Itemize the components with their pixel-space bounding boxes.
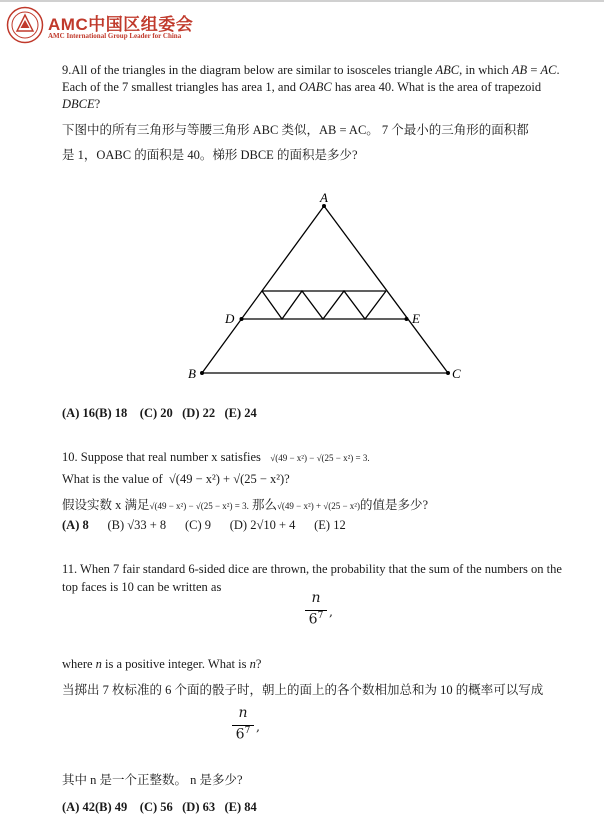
- label-a: A: [320, 190, 328, 205]
- q9-choice-b[interactable]: (B) 18: [94, 406, 128, 420]
- q10-choice-e[interactable]: (E) 12: [314, 518, 346, 532]
- q9-english: 9.All of the triangles in the diagram below are similar to isosceles triangle ABC, in which AB = AC. Each of the 7 smallest triangles has area 1, and OABC has area 40. What is the area of trapezoid DBCE?: [62, 63, 560, 111]
- q10-choices: [62, 518, 346, 533]
- logo-title: AMC中国区组委会: [48, 15, 194, 34]
- side-ab: [202, 206, 324, 373]
- q11-english-line3: where n is a positive integer. What is n?: [62, 657, 262, 671]
- q11-chinese-line2: 其中 n 是一个正整数。 n 是多少?: [62, 773, 243, 787]
- q10-english-line1: 10. Suppose that real number x satisfies √(49 − x²) − √(25 − x²) = 3.: [62, 450, 370, 464]
- q9-choices: [62, 406, 257, 421]
- logo-subtitle: AMC International Group Leader for China: [48, 32, 182, 40]
- q11-choice-b[interactable]: (B) 49: [94, 800, 128, 814]
- q9-chinese-line2: 是 1，OABC 的面积是 40。梯形 DBCE 的面积是多少?: [62, 148, 358, 162]
- q9-choice-a[interactable]: (A) 16: [62, 406, 95, 420]
- q11-english-line2: top faces is 10 can be written as: [62, 580, 222, 594]
- q10-expression: √(49 − x²) + √(25 − x²)?: [168, 472, 290, 486]
- q10-choice-d[interactable]: (D) 2√10 + 4: [229, 518, 296, 532]
- q9-choice-d[interactable]: (D) 22: [182, 406, 216, 420]
- q11-fraction-2: n $6^7$ ,: [232, 705, 272, 750]
- q10-english-line2: What is the value of √(49 − x²) + √(25 − x²)?: [62, 472, 290, 486]
- q11-choice-d[interactable]: (D) 63: [182, 800, 216, 814]
- q10-chinese: 假设实数 x 满足√(49 − x²) − √(25 − x²) = 3. 那么√(49 − x²) + √(25 − x²)的值是多少?: [62, 498, 429, 512]
- q11-fraction-1: n $6^7$ ,: [305, 590, 345, 635]
- label-b: B: [188, 366, 196, 381]
- q10-choice-b[interactable]: (B) √33 + 8: [107, 518, 167, 532]
- q11-chinese-line1: 当掷出 7 枚标准的 6 个面的骰子时，朝上的面上的各个数相加总和为 10 的概率可以写成: [62, 683, 544, 697]
- q9-choice-c[interactable]: (C) 20: [139, 406, 173, 420]
- side-ac: [324, 206, 448, 373]
- small-triangles-zigzag: [262, 291, 386, 319]
- q11-choice-c[interactable]: (C) 56: [139, 800, 173, 814]
- q9-choice-e[interactable]: (E) 24: [224, 406, 257, 420]
- top-border: [0, 0, 604, 2]
- q9-triangle-diagram: [180, 190, 470, 390]
- q11-choice-a[interactable]: (A) 42: [62, 800, 95, 814]
- amc-logo-icon: [6, 6, 44, 44]
- q11-english-line1: 11. When 7 fair standard 6-sided dice are thrown, the probability that the sum of the numbers on the: [62, 562, 562, 576]
- q11-choice-e[interactable]: (E) 84: [224, 800, 257, 814]
- label-c: C: [452, 366, 461, 381]
- q11-choices: [62, 800, 257, 815]
- q10-condition: √(49 − x²) − √(25 − x²) = 3.: [270, 453, 370, 463]
- label-e: E: [412, 311, 420, 326]
- q10-choice-a[interactable]: (A) 8: [62, 518, 89, 532]
- label-d: D: [225, 311, 235, 326]
- q10-choice-c[interactable]: (C) 9: [184, 518, 211, 532]
- q9-chinese-line1: 下图中的所有三角形与等腰三角形 ABC 类似，AB = AC。 7 个最小的三角形的面积都: [62, 123, 529, 137]
